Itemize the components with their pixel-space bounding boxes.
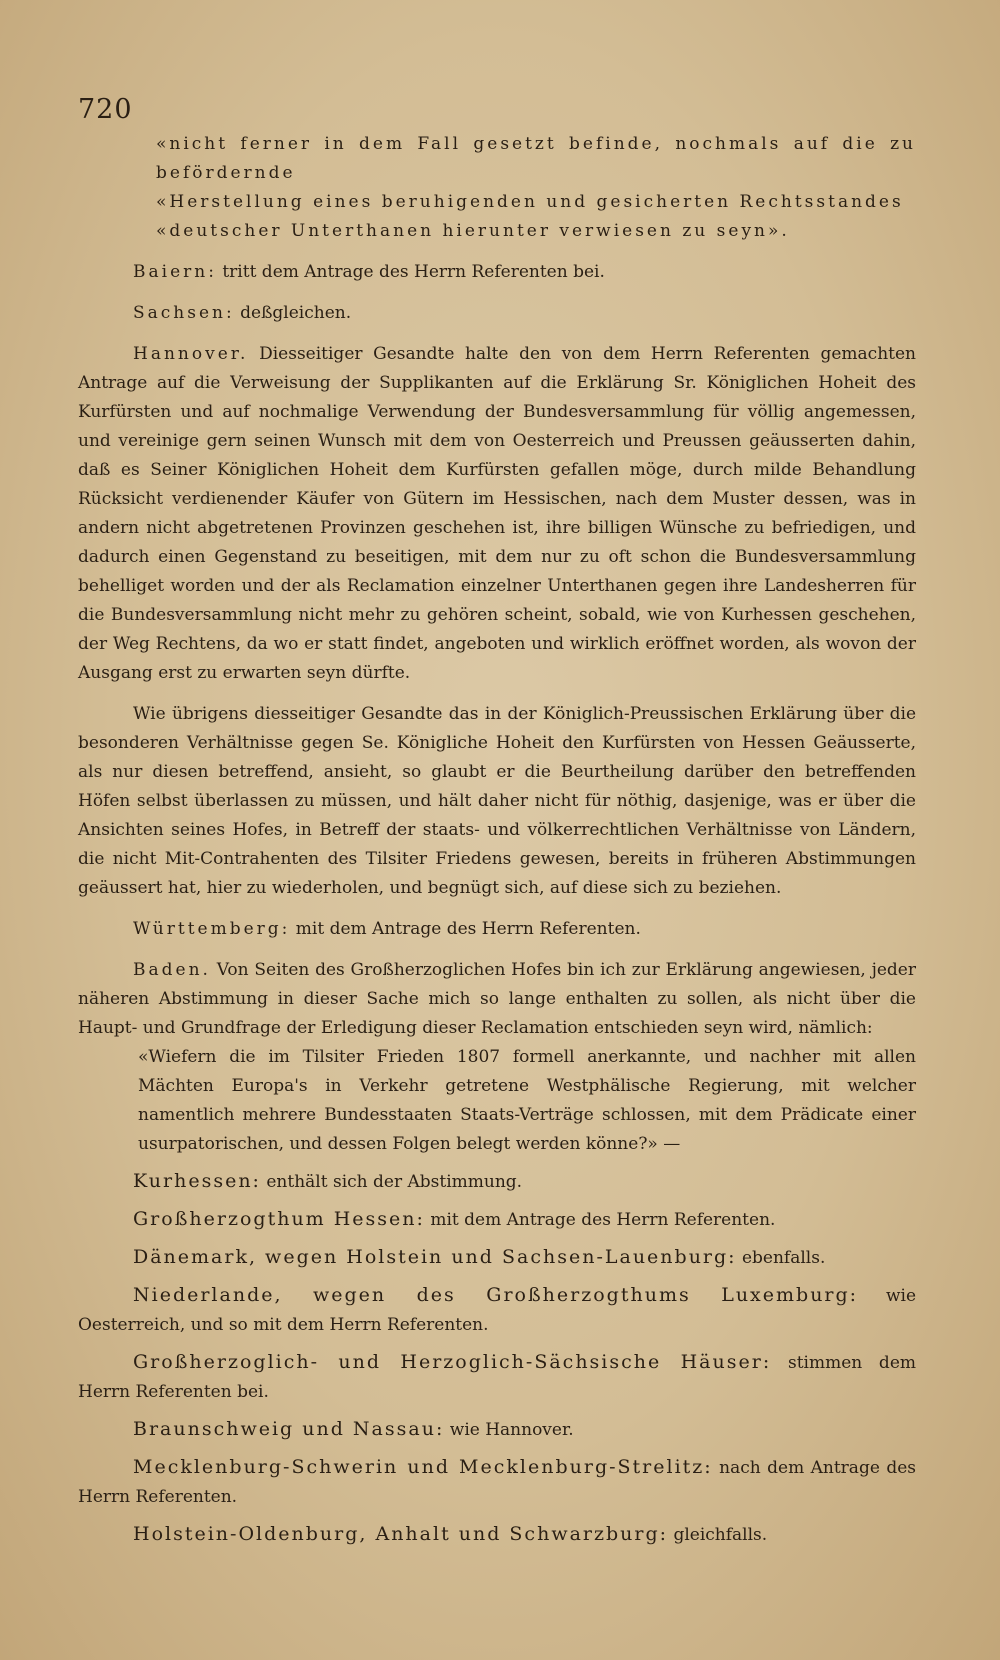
state-name: Dänemark, wegen Holstein und Sachsen-Lauenburg: <box>133 1246 737 1268</box>
state-name: Holstein-Oldenburg, Anhalt und Schwarzburg: <box>133 1523 669 1545</box>
state-name: Niederlande, wegen des Großherzogthums Luxemburg: <box>133 1284 859 1306</box>
vote-text: gleichfalls. <box>673 1525 768 1545</box>
vote-sachsen <box>78 299 916 328</box>
state-name: Großherzogthum Hessen: <box>133 1208 425 1230</box>
vote-text: stimmen dem Herrn Referenten bei. <box>78 1353 916 1402</box>
vote-item <box>78 1243 916 1273</box>
vote-text: Von Seiten des Großherzoglichen Hofes bin ich zur Erklärung angewiesen, jeder näheren Abstimmung in dieser Sache mich so lange enthalten zu sollen, als nicht über die Haupt- und Grundfrage der Erledigung dieser Reclamation entschieden seyn wird, nämlich: <box>78 960 916 1038</box>
vote-item <box>78 1167 916 1197</box>
state-name: Großherzoglich- und Herzoglich-Sächsische Häuser: <box>133 1351 772 1373</box>
vote-text: Diesseitiger Gesandte halte den von dem Herrn Referenten gemachten Antrage auf die Verweisung der Supplikanten auf die Erklärung Sr. Königlichen Hoheit des Kurfürsten und auf nochmalige Verwendung der Bundesversammlung für völlig angemessen, und vereinige gern seinen Wunsch mit dem von Oesterreich und Preussen geäusserten dahin, daß es Seiner Königlichen Hoheit dem Kurfürsten gefallen möge, durch milde Behandlung Rücksicht verdienender Käufer von Gütern im Hessischen, nach dem Muster dessen, was in andern nicht abgetretenen Provinzen geschehen ist, ihre billigen Wünsche zu befriedigen, und dadurch einen Gegenstand zu beseitigen, mit dem nur zu oft schon die Bundesversammlung behelliget worden und der als Reclamation einzelner Unterthanen gegen ihre Landesherren für die Bundesversammlung nicht mehr zu gehören scheint, sobald, wie von Kurhessen geschehen, der Weg Rechtens, da wo er statt findet, angeboten und wirklich eröffnet worden, als wovon der Ausgang erst zu erwarten seyn dürfte. <box>78 344 916 683</box>
page-text <box>78 130 916 1550</box>
state-name: Mecklenburg-Schwerin und Mecklenburg-Strelitz: <box>133 1456 713 1478</box>
state-name: Baden. <box>133 960 211 980</box>
paragraph-2: Wie übrigens diesseitiger Gesandte das in der Königlich-Preussischen Erklärung über die besonderen Verhältnisse gegen Se. Königliche Hoheit den Kurfürsten von Hessen Geäusserte, als nur diesen betreffend, ansieht, so glaubt er die Beurtheilung darüber den betreffenden Höfen selbst überlassen zu müssen, und hält daher nicht für nöthig, dasjenige, was er über die Ansichten seines Hofes, in Betreff der staats- und völkerrechtlichen Verhältnisse von Ländern, die nicht Mit-Contrahenten des Tilsiter Friedens gewesen, bereits in früheren Abstimmungen geäussert hat, hier zu wiederholen, und begnügt sich, auf diese sich zu beziehen. <box>78 704 916 898</box>
vote-baden <box>78 956 916 1043</box>
state-name: Baiern: <box>133 262 217 282</box>
vote-text: wie Oesterreich, und so mit dem Herrn Referenten. <box>78 1286 917 1335</box>
baden-quote: «Wiefern die im Tilsiter Frieden 1807 formell anerkannte, und nachher mit allen Mächten Europa's in Verkehr getretene Westphälische Regierung, mit welcher namentlich mehrere Bundesstaaten Staats-Verträge schlossen, mit dem Prädicate einer usurpatorischen, und dessen Folgen belegt werden könne?» — <box>138 1047 916 1154</box>
vote-wuerttemberg <box>78 915 916 944</box>
vote-bayern <box>78 258 916 287</box>
vote-item <box>78 1205 916 1235</box>
vote-list <box>78 1167 916 1550</box>
vote-item <box>78 1453 916 1512</box>
state-name: Kurhessen: <box>133 1170 261 1192</box>
quote-line-1: «nicht ferner in dem Fall gesetzt befinde, nochmals auf die zu befördernde <box>156 134 916 183</box>
vote-item <box>78 1281 916 1340</box>
vote-text: wie Hannover. <box>449 1420 574 1440</box>
vote-item <box>78 1348 916 1407</box>
vote-text: tritt dem Antrage des Herrn Referenten bei. <box>222 262 605 282</box>
vote-text: mit dem Antrage des Herrn Referenten. <box>430 1210 776 1230</box>
vote-text: nach dem Antrage des Herrn Referenten. <box>78 1458 916 1507</box>
vote-text: ebenfalls. <box>741 1248 826 1268</box>
vote-text: deßgleichen. <box>240 303 352 323</box>
vote-hannover <box>78 340 916 688</box>
state-name: Braunschweig und Nassau: <box>133 1418 445 1440</box>
quote-line-3: «deutscher Unterthanen hierunter verwiesen zu seyn». <box>156 221 790 241</box>
vote-item <box>78 1415 916 1445</box>
state-name: Sachsen: <box>133 303 235 323</box>
state-name: Hannover. <box>133 344 249 364</box>
state-name: Württemberg: <box>133 919 291 939</box>
vote-item <box>78 1520 916 1550</box>
vote-text: enthält sich der Abstimmung. <box>266 1172 523 1192</box>
vote-text: mit dem Antrage des Herrn Referenten. <box>295 919 641 939</box>
quote-line-2: «Herstellung eines beruhigenden und gesicherten Rechtsstandes <box>156 192 904 212</box>
page-number: 720 <box>78 94 133 125</box>
